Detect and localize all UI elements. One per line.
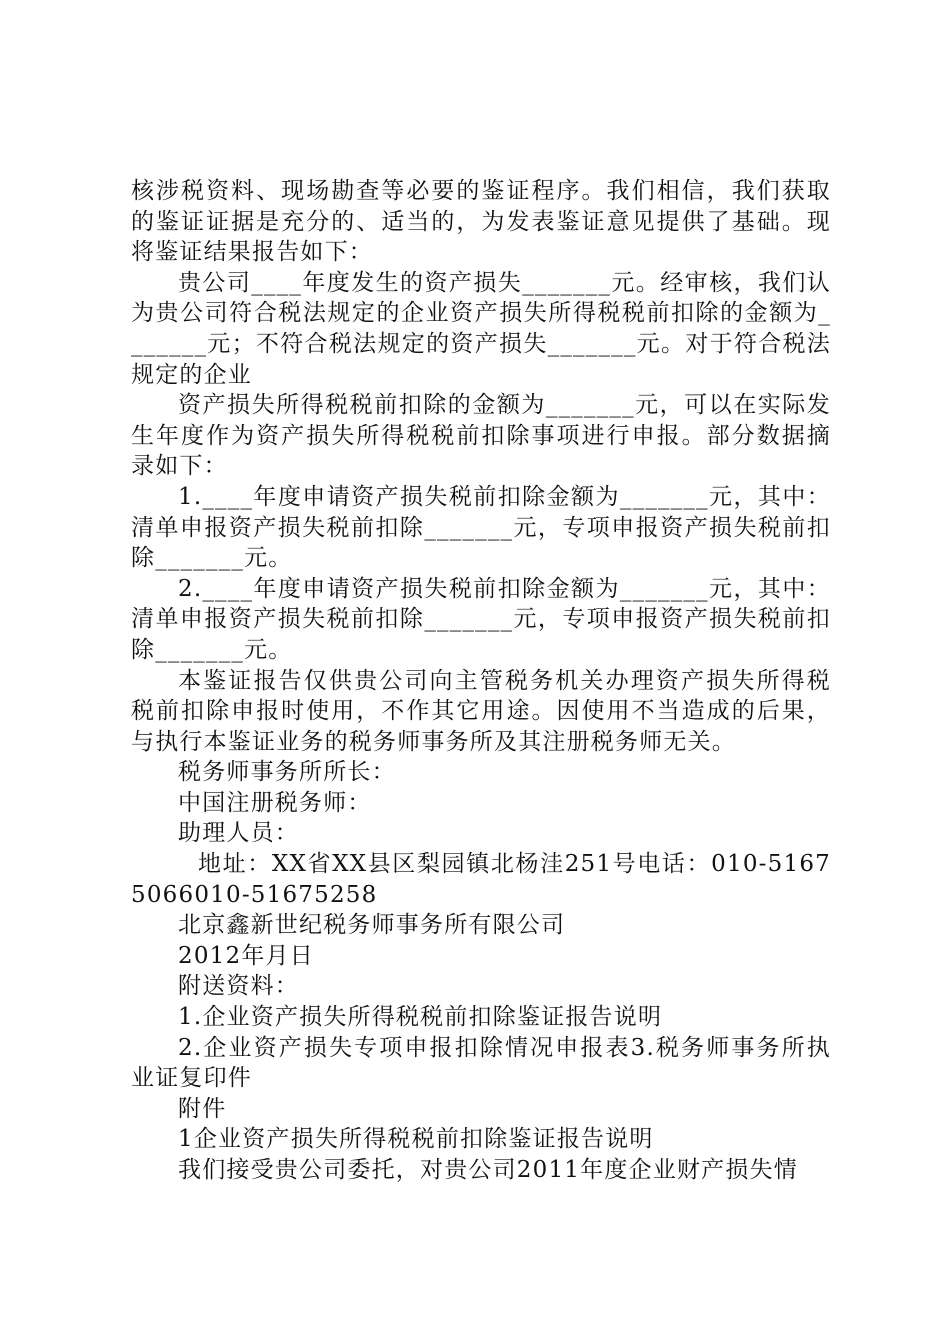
appendix-body-start: 我们接受贵公司委托，对贵公司2011年度企业财产损失情: [178, 1157, 798, 1183]
paragraph-asset-loss-summary: 贵公司____年度发生的资产损失_______元。经审核，我们认为贵公司符合税法规定的企业资产损失所得税税前扣除的金额为_______元；不符合税法规定的资产损失_______元。对于符合税法规定的企业: [131, 269, 831, 388]
signature-cpa: 中国注册税务师：: [178, 789, 372, 816]
signature-firm-director: 税务师事务所所长：: [178, 759, 396, 786]
appendix-title: 1企业资产损失所得税税前扣除鉴证报告说明: [178, 1126, 654, 1153]
address-phone-line: 地址：XX省XX县区梨园镇北杨洼251号电话：010-51675066010-51675258: [131, 851, 831, 908]
paragraph-procedures: 核涉税资料、现场勘查等必要的鉴证程序。我们相信，我们获取的鉴证证据是充分的、适当的，为发表鉴证意见提供了基础。现将鉴证结果报告如下：: [131, 178, 831, 266]
attachment-item-2-3: 2.企业资产损失专项申报扣除情况申报表3.税务师事务所执业证复印件: [131, 1034, 831, 1092]
report-date: 2012年月日: [178, 942, 314, 969]
attachments-heading: 附送资料：: [178, 973, 299, 1000]
paragraph-deductible-amount: 资产损失所得税税前扣除的金额为_______元，可以在实际发生年度作为资产损失所得税税前扣除事项进行申报。部分数据摘录如下：: [131, 392, 831, 480]
document-page: [131, 176, 831, 1186]
paragraph-usage-notice: 本鉴证报告仅供贵公司向主管税务机关办理资产损失所得税税前扣除申报时使用，不作其它用途。因使用不当造成的后果，与执行本鉴证业务的税务师事务所及其注册税务师无关。: [131, 667, 831, 755]
paragraph-item-1: 1.____年度申请资产损失税前扣除金额为_______元，其中：清单申报资产损失税前扣除_______元，专项申报资产损失税前扣除_______元。: [131, 483, 831, 572]
attachment-item-1: 1.企业资产损失所得税税前扣除鉴证报告说明: [178, 1004, 663, 1031]
signature-assistant: 助理人员：: [178, 820, 299, 847]
firm-name: 北京鑫新世纪税务师事务所有限公司: [178, 912, 566, 939]
appendix-heading: 附件: [178, 1095, 227, 1122]
paragraph-item-2: 2.____年度申请资产损失税前扣除金额为_______元，其中：清单申报资产损失税前扣除_______元，专项申报资产损失税前扣除_______元。: [131, 575, 831, 663]
